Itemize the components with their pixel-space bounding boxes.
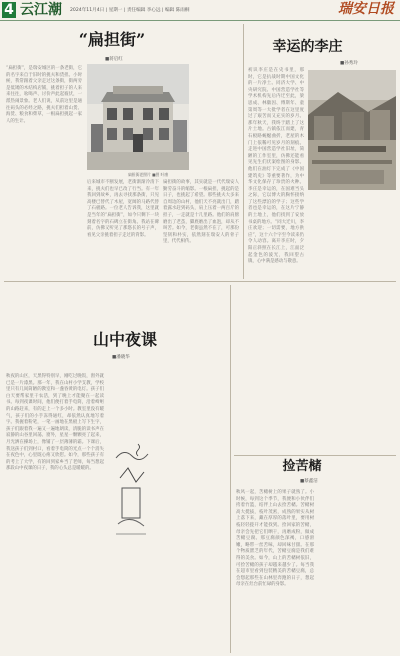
section-divider-vertical-lower: [230, 285, 231, 653]
page-number: 4: [2, 2, 16, 18]
sketch-illustration: [110, 438, 152, 548]
article-body-column: [158, 374, 226, 652]
article-author: ■蒋启红: [105, 57, 123, 62]
section-divider-right-lower: [234, 455, 396, 456]
article-title: 幸运的李庄: [272, 39, 343, 55]
article-body-column: “扁担街”，是瑞安城区的一条老街，它的名字来自于旧时的挑夫和货担。小时候，我常跟着父亲走过这条街，街两旁是低矮的木结构店铺，挑着担子的人来来往往，吆喝声、讨价声此起彼伏，一派热闹景象。老人们说，从前这里是通往码头的必经之路，挑夫们担着山货、海货、粮食和柴草，一根扁担挑起一家人的生计。: [6, 66, 82, 124]
newspaper-logo: 瑞安日报: [338, 1, 394, 17]
article-body-column: 扁担街的故事，其实就是一代代瑞安人勤劳奋斗的缩影。一根扁担，挑起的是日子，也挑起了希望。那些挑夫大多来自周边的山村，他们天不亮就出门，踏着露水赶到码头，肩上压着一两百斤的担子，一走就是十几里路。他们的肩膀磨出了老茧，脚底磨出了血泡，却从不叫苦。如今，老街虽然不在了，可那份坚韧和朴实，依然刻在瑞安人的骨子里，代代相传。: [163, 180, 239, 245]
article-title: “扁担街”: [78, 30, 146, 49]
old-building-photo: [87, 64, 189, 170]
article-body-column: 后来城市不断发展，老街渐渐冷清下来，挑夫们也早已改了行当。有一年我回到故乡，再去寻找那条街，只见高楼已替代了木屋，宽阔的马路代替了石板路。一位老人告诉我，这里就是当年的“扁担街”，如今只剩下一块刻着名字的石碑立在街角。我站在碑前，仿佛又听见了那悠长的号子声，看见父亲挑着担子走过的背影。: [87, 180, 159, 238]
section-title: 云江潮: [20, 2, 62, 18]
article-body-column: 秋夜的山区，天黑得特别早，刚吃过晚饭，窗外就已是一片漆黑。那一年，我在山村小学支教，学校里只有几间简陋的教室和一盏昏黄的电灯。孩子们白天要帮家里干农活，到了晚上才能聚在一起读书。每到夜课时间，他们便打着手电筒，沿着崎岖的山路赶来，有的走上一个多小时。教室里没有暖气，孩子们的小手冻得通红，却依然认真地写着字。我握着粉笔，一笔一画地在黑板上写下生字，孩子们跟着我一遍又一遍地朗读，清脆的读书声在寂静的山谷里回荡。窗外，星星一颗颗亮了起来，月光洒在操场上，像铺了一层薄薄的霜。下课后，我送孩子们到村口，看着手电筒的光点一个个消失在夜色中，心里既心疼又欣慰。如今，那些孩子有的考上了大学，有的回到家乡当了老师，每当想起那段山中夜课的日子，我的心头总是暖暖的。: [6, 374, 104, 472]
article-photo: [87, 64, 189, 170]
article-body-column: [318, 490, 396, 652]
lizhuang-body-continued: [236, 290, 396, 450]
article-illustration: [110, 438, 152, 548]
article-title: 山中夜课: [92, 330, 157, 349]
section-divider-vertical: [243, 24, 244, 279]
article-body-continued: [248, 194, 396, 278]
photo-caption: 扁担街老照片 ■图 叶康: [128, 172, 169, 177]
article-body-column: 初识李庄是在史书里，那时，它是抗战时期中国文化的一片净土。同济大学、中央研究院、中国营造学社等学术机构先后内迁至此，梁思成、林徽因、傅斯年、童第周等一大批学者在这里度过了艰苦而又充实的岁月。那年秋天，我终于踏上了这片土地。古镇依江而建，青石板路蜿蜒曲折，老屋的木门上依稀可见岁月的刻痕。走进中国营造学社旧址，简陋的工作室里，仿佛还能看见先生们伏案绘图的身影。他们在油灯下完成了《中国建筑史》等重要著作，为中华文化保存了珍贵的火种。李庄是幸运的，在国难当头之际，它以博大的胸怀接纳了这些漂泊的学子；这些学者也是幸运的，在这片宁静的土地上，他们找到了安放书桌的地方。“同大迁川，李庄欢迎；一切需要，地方供应”，这十六个字至今读来仍令人动容。离开李庄时，夕阳正斜照在长江上，江面泛起金色的波光，我回望古镇，心中满是感动与敬意。: [248, 68, 304, 265]
article-author: ■潘晓华: [112, 355, 130, 360]
section-divider-horizontal: [4, 281, 396, 282]
article-author: ■孙秀玲: [340, 61, 358, 66]
article-photo: [308, 70, 396, 190]
ancient-town-photo: [308, 70, 396, 190]
issue-meta: 2024年11月4日 | 星期一 | 责任编辑 李心远 | 编辑 陈雨桐: [70, 8, 190, 13]
article-title: 捡苦槠: [282, 459, 322, 474]
article-body-column: 秋风一起，苦槠树上的果子就熟了。小时候，每到这个季节，我便和小伙伴们挎着竹篮，结伴上山去捡苦槠。苦槠树高大挺拔，枝叶茂密，成熟的果实从树上落下来，藏在厚厚的落叶里，要用树枝轻轻拨开才能找到。捡回家的苦槠，母亲会先把它们晒干，再磨成粉，做成苦槠豆腐。那豆腐颜色深褐，口感滑嫩，略带一丝苦味，却回味甘甜。在那个物质匮乏的年代，苦槠豆腐是我们难得的美食。如今，山上的苦槠树依旧，可捡苦槠的孩子却越来越少了。每当我在超市里看到包装精美的苦槠豆腐，总会想起那些在山林里奔跑的日子，想起母亲在灶台前忙碌的身影。: [236, 490, 314, 588]
article-author: ■蔡鑫洁: [300, 479, 318, 484]
